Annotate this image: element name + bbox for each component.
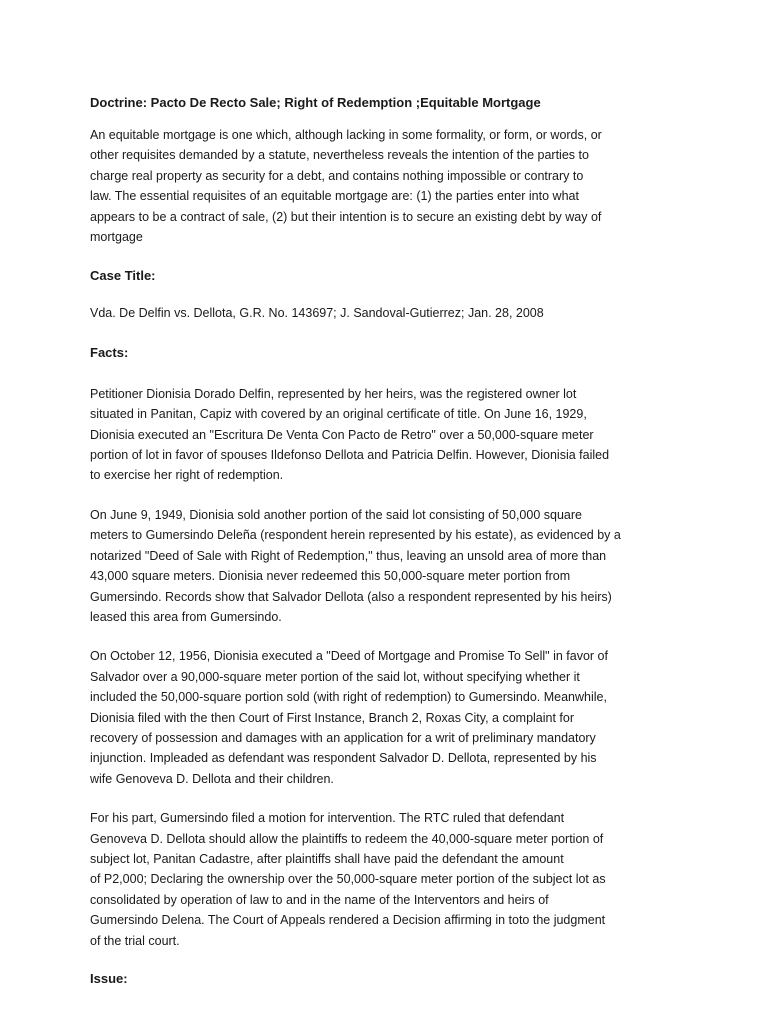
paragraph-line: Gumersindo. Records show that Salvador Dellota (also a respondent represented by his heirs) <box>90 589 612 604</box>
doctrine-heading: Doctrine: Pacto De Recto Sale; Right of Redemption ;Equitable Mortgage <box>90 95 541 110</box>
paragraph-line: On October 12, 1956, Dionisia executed a "Deed of Mortgage and Promise To Sell" in favor of <box>90 649 608 664</box>
paragraph-line: leased this area from Gumersindo. <box>90 609 282 624</box>
case-title-heading: Case Title: <box>90 268 156 284</box>
paragraph-line: wife Genoveva D. Dellota and their children. <box>90 771 334 786</box>
paragraph-line: appears to be a contract of sale, (2) but their intention is to secure an existing debt by way of <box>90 209 602 224</box>
paragraph-line: to exercise her right of redemption. <box>90 468 284 483</box>
paragraph-line: Petitioner Dionisia Dorado Delfin, represented by her heirs, was the registered owner lot <box>90 386 577 401</box>
facts-paragraph-3 <box>90 646 698 789</box>
paragraph-line: included the 50,000-square portion sold (with right of redemption) to Gumersindo. Meanwhile, <box>90 690 607 705</box>
paragraph-line: 43,000 square meters. Dionisia never redeemed this 50,000-square meter portion from <box>90 569 571 584</box>
facts-paragraph-1 <box>90 384 698 486</box>
paragraph-line: For his part, Gumersindo filed a motion for intervention. The RTC ruled that defendant <box>90 811 565 826</box>
paragraph-line: meters to Gumersindo Deleña (respondent herein represented by his estate), as evidenced by a <box>90 528 621 543</box>
paragraph-line: subject lot, Panitan Cadastre, after plaintiffs shall have paid the defendant the amount <box>90 851 564 866</box>
facts-heading: Facts: <box>90 344 129 360</box>
paragraph-line: situated in Panitan, Capiz with covered by an original certificate of title. On June 16, 1929, <box>90 407 587 422</box>
facts-paragraph-2 <box>90 505 698 627</box>
paragraph-line: portion of lot in favor of spouses Ildefonso Dellota and Patricia Delfin. However, Dionisia failed <box>90 448 610 463</box>
paragraph-line: consolidated by operation of law to and in the name of the Interventors and heirs of <box>90 892 549 907</box>
paragraph-line: Dionisia filed with the then Court of First Instance, Branch 2, Roxas City, a complaint for <box>90 710 575 725</box>
paragraph-line: charge real property as security for a debt, and contains nothing impossible or contrary to <box>90 168 584 183</box>
intro-paragraph <box>90 125 698 247</box>
paragraph-line: injunction. Impleaded as defendant was respondent Salvador D. Dellota, represented by his <box>90 751 597 766</box>
paragraph-line: mortgage <box>90 230 143 245</box>
issue-heading: Issue: <box>90 971 128 986</box>
paragraph-line: Gumersindo Delena. The Court of Appeals rendered a Decision affirming in toto the judgment <box>90 913 606 928</box>
paragraph-line: On June 9, 1949, Dionisia sold another portion of the said lot consisting of 50,000 square <box>90 507 582 522</box>
paragraph-line: of P2,000; Declaring the ownership over the 50,000-square meter portion of the subject lot as <box>90 872 606 887</box>
paragraph-line: Salvador over a 90,000-square meter portion of the said lot, without specifying whether it <box>90 669 580 684</box>
paragraph-line: notarized "Deed of Sale with Right of Redemption," thus, leaving an unsold area of more than <box>90 548 607 563</box>
paragraph-line: law. The essential requisites of an equitable mortgage are: (1) the parties enter into what <box>90 189 579 204</box>
paragraph-line: Dionisia executed an "Escritura De Venta Con Pacto de Retro" over a 50,000-square meter <box>90 427 594 442</box>
paragraph-line: other requisites demanded by a statute, nevertheless reveals the intention of the parties to <box>90 148 589 163</box>
case-citation: Vda. De Delfin vs. Dellota, G.R. No. 143697; J. Sandoval-Gutierrez; Jan. 28, 2008 <box>90 306 544 321</box>
paragraph-line: recovery of possession and damages with an application for a writ of preliminary mandatory <box>90 730 596 745</box>
facts-paragraph-4 <box>90 808 698 951</box>
paragraph-line: of the trial court. <box>90 933 180 948</box>
paragraph-line: An equitable mortgage is one which, although lacking in some formality, or form, or words, or <box>90 128 602 142</box>
paragraph-line: Genoveva D. Dellota should allow the plaintiffs to redeem the 40,000-square meter portion of <box>90 831 604 846</box>
